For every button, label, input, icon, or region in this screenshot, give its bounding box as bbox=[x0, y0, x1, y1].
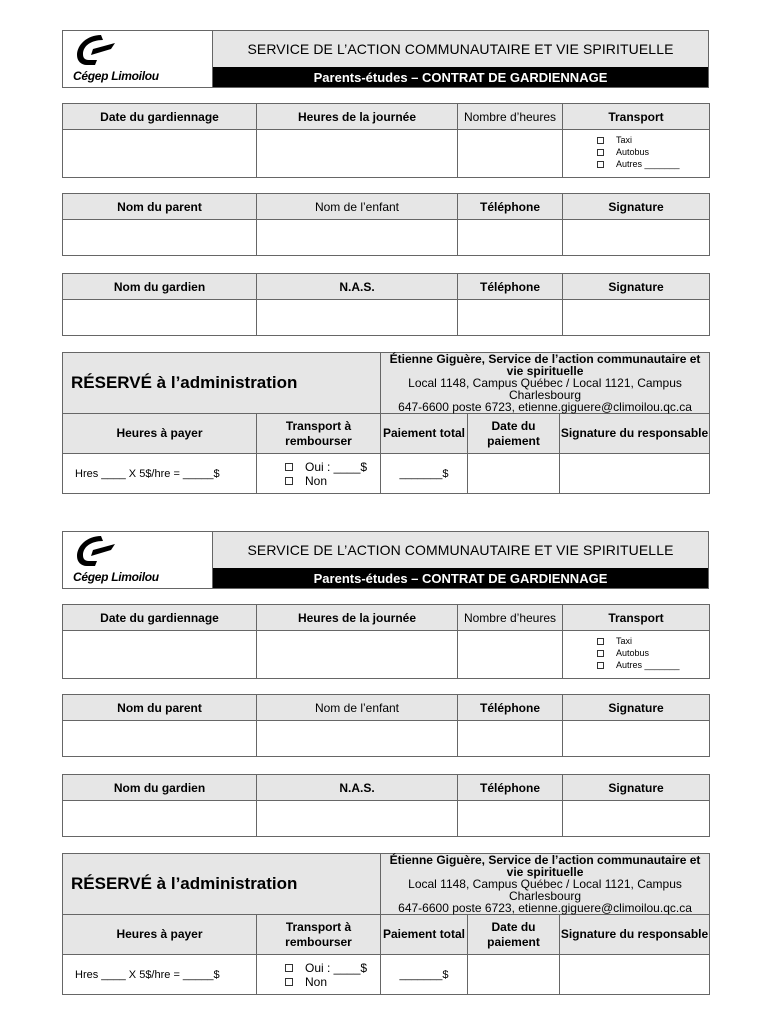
col-nom-gardien: Nom du gardien bbox=[63, 775, 257, 801]
taxi-checkbox[interactable] bbox=[597, 137, 604, 144]
signature-responsable-field[interactable] bbox=[560, 454, 710, 494]
babysitting-table bbox=[62, 103, 710, 178]
babysitting-table bbox=[62, 604, 710, 679]
paiement-total-field[interactable]: _______$ bbox=[381, 454, 468, 494]
col-nombre-heures: Nombre d’heures bbox=[458, 605, 563, 631]
col-nom-gardien: Nom du gardien bbox=[63, 274, 257, 300]
autobus-label: Autobus bbox=[616, 147, 650, 157]
heures-field[interactable] bbox=[257, 130, 458, 178]
transport-reimburse bbox=[257, 955, 381, 995]
taxi-label: Taxi bbox=[616, 636, 633, 646]
col-signature: Signature bbox=[563, 695, 710, 721]
col-telephone: Téléphone bbox=[458, 194, 563, 220]
autres-label: Autres _______ bbox=[616, 159, 680, 169]
telephone-parent-field[interactable] bbox=[458, 220, 563, 256]
service-title: SERVICE DE L’ACTION COMMUNAUTAIRE ET VIE SPIRITUELLE bbox=[213, 31, 708, 67]
col-date-paiement: Date du paiement bbox=[468, 915, 560, 955]
autres-label: Autres _______ bbox=[616, 660, 680, 670]
col-transport: Transport bbox=[563, 605, 710, 631]
col-heures-payer: Heures à payer bbox=[63, 915, 257, 955]
col-heures-payer: Heures à payer bbox=[63, 414, 257, 454]
service-title: SERVICE DE L’ACTION COMMUNAUTAIRE ET VIE SPIRITUELLE bbox=[213, 532, 708, 568]
col-paiement-total: Paiement total bbox=[381, 915, 468, 955]
admin-contact bbox=[381, 854, 710, 915]
col-transport-rembourser: Transport à rembourser bbox=[257, 915, 381, 955]
date-field[interactable] bbox=[63, 631, 257, 679]
non-label: Non bbox=[305, 974, 328, 989]
col-nombre-heures: Nombre d’heures bbox=[458, 104, 563, 130]
contact-line-1: Étienne Giguère, Service de l’action communautaire et vie spirituelle bbox=[389, 853, 701, 879]
oui-checkbox[interactable] bbox=[285, 463, 293, 471]
non-checkbox[interactable] bbox=[285, 978, 293, 986]
date-paiement-field[interactable] bbox=[468, 955, 560, 995]
taxi-label: Taxi bbox=[616, 135, 633, 145]
taxi-checkbox[interactable] bbox=[597, 638, 604, 645]
transport-options bbox=[563, 130, 710, 178]
contact-line-3: 647-6600 poste 6723, etienne.giguere@climoilou.qc.ca bbox=[398, 400, 692, 414]
cegep-logo-icon bbox=[71, 534, 121, 568]
autres-checkbox[interactable] bbox=[597, 662, 604, 669]
cegep-logo-icon bbox=[71, 33, 121, 67]
signature-gardien-field[interactable] bbox=[563, 801, 710, 837]
col-transport-rembourser: Transport à rembourser bbox=[257, 414, 381, 454]
contract-title: Parents-études – CONTRAT DE GARDIENNAGE bbox=[213, 568, 708, 588]
hres-formula[interactable]: Hres ____ X 5$/hre = _____$ bbox=[63, 454, 257, 494]
col-transport: Transport bbox=[563, 104, 710, 130]
admin-contact bbox=[381, 353, 710, 414]
col-signature-responsable: Signature du responsable bbox=[560, 414, 710, 454]
gardien-table bbox=[62, 273, 710, 336]
col-heures-journee: Heures de la journée bbox=[257, 104, 458, 130]
autobus-label: Autobus bbox=[616, 648, 650, 658]
heures-field[interactable] bbox=[257, 631, 458, 679]
autobus-checkbox[interactable] bbox=[597, 149, 604, 156]
signature-gardien-field[interactable] bbox=[563, 300, 710, 336]
col-heures-journee: Heures de la journée bbox=[257, 605, 458, 631]
nas-field[interactable] bbox=[257, 300, 458, 336]
col-nom-enfant: Nom de l’enfant bbox=[257, 194, 458, 220]
col-telephone-gardien: Téléphone bbox=[458, 775, 563, 801]
col-signature: Signature bbox=[563, 194, 710, 220]
nombre-heures-field[interactable] bbox=[458, 631, 563, 679]
non-label: Non bbox=[305, 473, 328, 488]
telephone-gardien-field[interactable] bbox=[458, 300, 563, 336]
admin-title: RÉSERVÉ à l’administration bbox=[71, 373, 298, 392]
col-nas: N.A.S. bbox=[257, 274, 458, 300]
form-header bbox=[62, 30, 709, 88]
admin-table bbox=[62, 352, 710, 494]
contract-title: Parents-études – CONTRAT DE GARDIENNAGE bbox=[213, 67, 708, 87]
admin-title: RÉSERVÉ à l’administration bbox=[71, 874, 298, 893]
contact-line-2: Local 1148, Campus Québec / Local 1121, Campus Charlesbourg bbox=[408, 877, 682, 903]
transport-options bbox=[563, 631, 710, 679]
nom-gardien-field[interactable] bbox=[63, 801, 257, 837]
nom-parent-field[interactable] bbox=[63, 220, 257, 256]
oui-label: Oui : ____$ bbox=[305, 960, 368, 975]
gardien-table bbox=[62, 774, 710, 837]
oui-checkbox[interactable] bbox=[285, 964, 293, 972]
parent-table bbox=[62, 694, 710, 757]
transport-reimburse bbox=[257, 454, 381, 494]
nombre-heures-field[interactable] bbox=[458, 130, 563, 178]
signature-parent-field[interactable] bbox=[563, 721, 710, 757]
signature-responsable-field[interactable] bbox=[560, 955, 710, 995]
nas-field[interactable] bbox=[257, 801, 458, 837]
telephone-parent-field[interactable] bbox=[458, 721, 563, 757]
logo-text: Cégep Limoilou bbox=[73, 570, 159, 584]
col-telephone: Téléphone bbox=[458, 695, 563, 721]
date-paiement-field[interactable] bbox=[468, 454, 560, 494]
non-checkbox[interactable] bbox=[285, 477, 293, 485]
contact-line-1: Étienne Giguère, Service de l’action communautaire et vie spirituelle bbox=[389, 352, 701, 378]
nom-parent-field[interactable] bbox=[63, 721, 257, 757]
logo-block bbox=[63, 31, 213, 87]
col-nas: N.A.S. bbox=[257, 775, 458, 801]
parent-table bbox=[62, 193, 710, 256]
telephone-gardien-field[interactable] bbox=[458, 801, 563, 837]
col-nom-enfant: Nom de l’enfant bbox=[257, 695, 458, 721]
col-date-gardiennage: Date du gardiennage bbox=[63, 605, 257, 631]
contact-line-3: 647-6600 poste 6723, etienne.giguere@climoilou.qc.ca bbox=[398, 901, 692, 915]
signature-parent-field[interactable] bbox=[563, 220, 710, 256]
paiement-total-field[interactable]: _______$ bbox=[381, 955, 468, 995]
hres-formula[interactable]: Hres ____ X 5$/hre = _____$ bbox=[63, 955, 257, 995]
col-date-gardiennage: Date du gardiennage bbox=[63, 104, 257, 130]
oui-label: Oui : ____$ bbox=[305, 459, 368, 474]
col-nom-parent: Nom du parent bbox=[63, 194, 257, 220]
logo-block bbox=[63, 532, 213, 588]
autres-checkbox[interactable] bbox=[597, 161, 604, 168]
admin-table bbox=[62, 853, 710, 995]
logo-text: Cégep Limoilou bbox=[73, 69, 159, 83]
col-signature-gardien: Signature bbox=[563, 274, 710, 300]
col-signature-responsable: Signature du responsable bbox=[560, 915, 710, 955]
col-date-paiement: Date du paiement bbox=[468, 414, 560, 454]
nom-enfant-field[interactable] bbox=[257, 721, 458, 757]
autobus-checkbox[interactable] bbox=[597, 650, 604, 657]
contact-line-2: Local 1148, Campus Québec / Local 1121, Campus Charlesbourg bbox=[408, 376, 682, 402]
form-header bbox=[62, 531, 709, 589]
date-field[interactable] bbox=[63, 130, 257, 178]
nom-enfant-field[interactable] bbox=[257, 220, 458, 256]
col-signature-gardien: Signature bbox=[563, 775, 710, 801]
col-nom-parent: Nom du parent bbox=[63, 695, 257, 721]
col-telephone-gardien: Téléphone bbox=[458, 274, 563, 300]
nom-gardien-field[interactable] bbox=[63, 300, 257, 336]
col-paiement-total: Paiement total bbox=[381, 414, 468, 454]
